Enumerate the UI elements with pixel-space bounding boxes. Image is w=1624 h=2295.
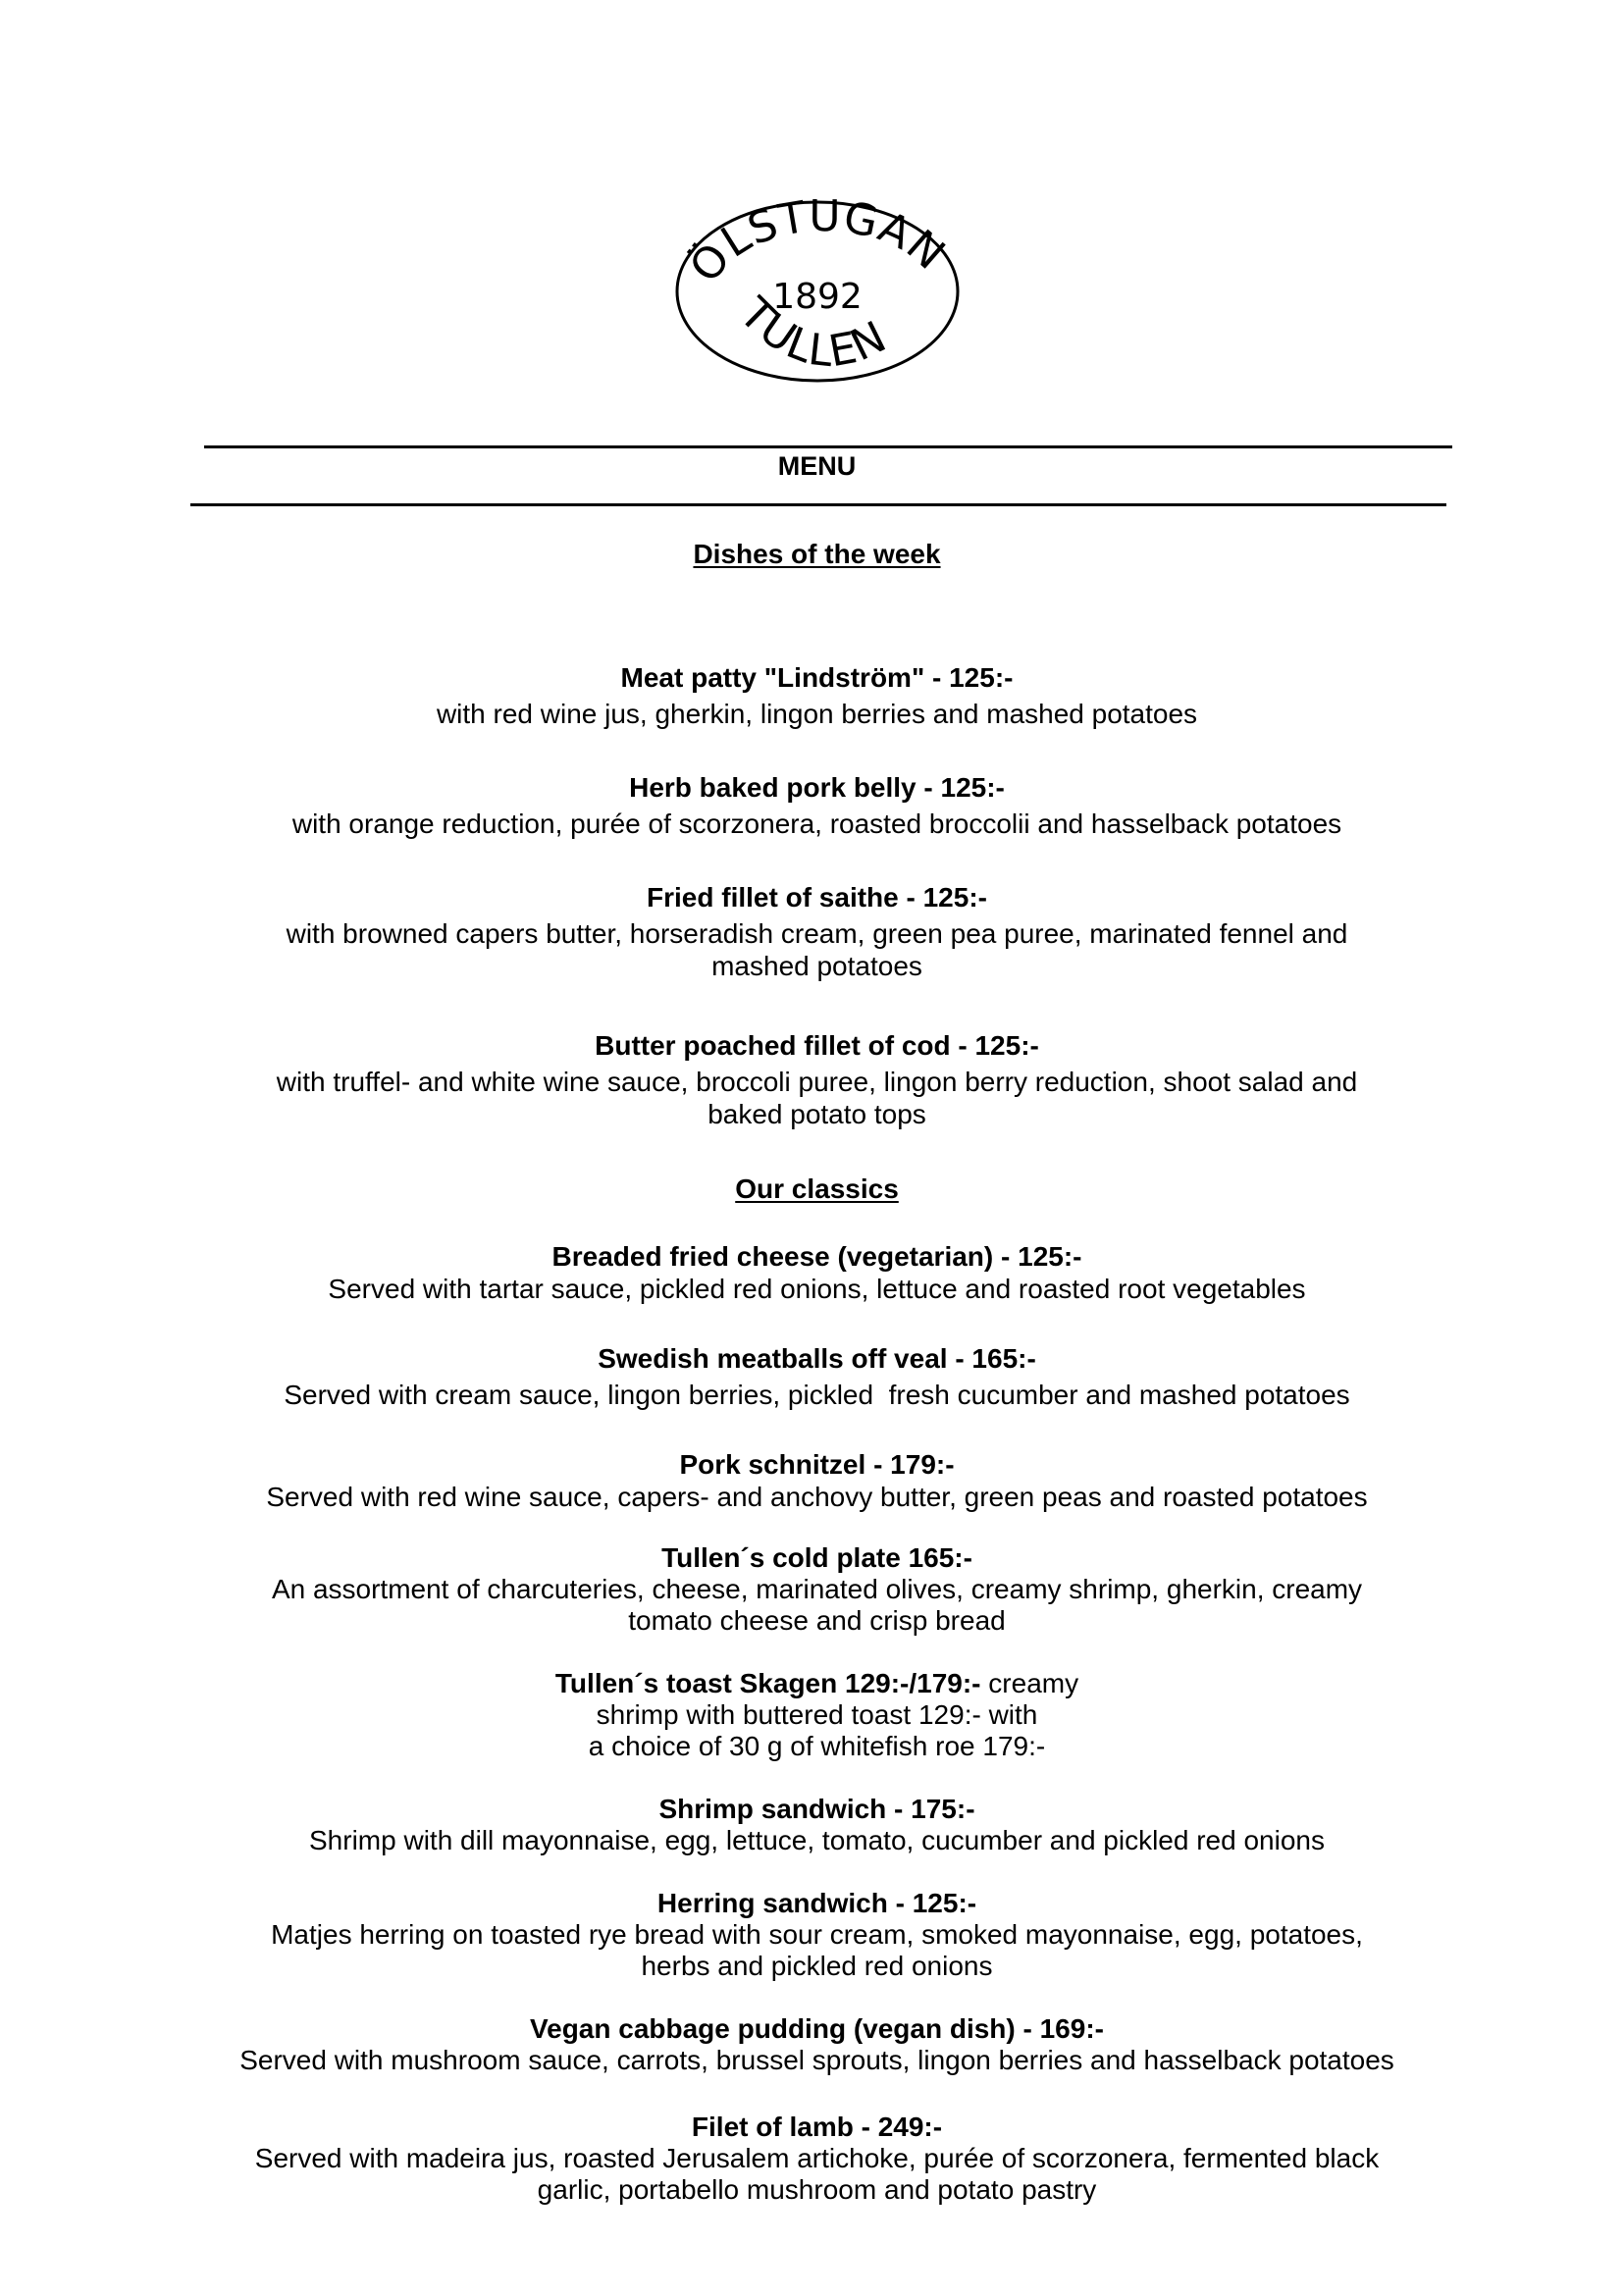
dish-item <box>0 1240 1624 1305</box>
dish-item <box>0 1542 1624 1637</box>
dish-name: Breaded fried cheese (vegetarian) - 125:- <box>551 1241 1082 1272</box>
dish-name: Herb baked pork belly - 125:- <box>629 772 1005 803</box>
dish-name: Herring sandwich - 125:- <box>656 1888 977 1918</box>
section-title-dishes-of-the-week: Dishes of the week <box>693 539 941 569</box>
dish-description: Served with tartar sauce, pickled red onions, lettuce and roasted root vegetables <box>328 1274 1306 1304</box>
dish-name: Filet of lamb - 249:- <box>691 2112 943 2142</box>
dish-item <box>0 1668 1624 1762</box>
dish-item <box>0 1029 1624 1130</box>
dish-name: Vegan cabbage pudding (vegan dish) - 169:- <box>530 2013 1104 2044</box>
dish-description: with browned capers butter, horseradish cream, green pea puree, marinated fennel and mashed potatoes <box>286 918 1348 981</box>
dish-description: Served with cream sauce, lingon berries, pickled fresh cucumber and mashed potatoes <box>284 1380 1350 1410</box>
dish-description: An assortment of charcuteries, cheese, marinated olives, creamy shrimp, gherkin, creamy tomato cheese and crisp bread <box>271 1574 1363 1636</box>
dish-description: Served with red wine sauce, capers- and anchovy butter, green peas and roasted potatoes <box>266 1482 1368 1512</box>
olstugan-tullen-logo <box>670 188 965 394</box>
section-title-our-classics: Our classics <box>735 1174 899 1204</box>
dish-name: Shrimp sandwich - 175:- <box>658 1794 975 1824</box>
dish-name-rest: creamy <box>980 1668 1079 1698</box>
dish-description-line: shrimp with buttered toast 129:- with <box>596 1699 1038 1730</box>
dish-name: Meat patty "Lindström" - 125:- <box>620 662 1014 693</box>
dish-name: Pork schnitzel - 179:- <box>679 1449 955 1480</box>
dish-item <box>0 2013 1624 2076</box>
dish-item <box>0 661 1624 730</box>
dish-name: Swedish meatballs off veal - 165:- <box>598 1343 1036 1374</box>
dish-name: Butter poached fillet of cod - 125:- <box>595 1030 1039 1061</box>
dish-item <box>0 1342 1624 1411</box>
dish-name: Tullen´s cold plate 165:- <box>661 1542 972 1573</box>
dish-item <box>0 1888 1624 1982</box>
logo-bottom-text: TULLEN <box>729 287 895 378</box>
logo-top-text: ÖLSTUGAN <box>680 191 955 292</box>
dish-item <box>0 1794 1624 1856</box>
menu-title: MENU <box>777 451 857 481</box>
dish-description: with red wine jus, gherkin, lingon berries and mashed potatoes <box>436 699 1198 729</box>
dish-name: Fried fillet of saithe - 125:- <box>647 882 987 913</box>
dish-description-line: a choice of 30 g of whitefish roe 179:- <box>588 1731 1046 1761</box>
header-rule-top <box>204 445 1452 448</box>
dish-description: Served with mushroom sauce, carrots, brussel sprouts, lingon berries and hasselback potatoes <box>239 2045 1394 2075</box>
dish-description: Shrimp with dill mayonnaise, egg, lettuce, tomato, cucumber and pickled red onions <box>309 1825 1325 1855</box>
dish-description: Matjes herring on toasted rye bread with sour cream, smoked mayonnaise, egg, potatoes, herbs and pickled red onions <box>271 1919 1363 1981</box>
dish-description: with orange reduction, purée of scorzonera, roasted broccolii and hasselback potatoes <box>291 808 1342 839</box>
dish-item <box>0 1448 1624 1513</box>
dish-description: with truffel- and white wine sauce, broccoli puree, lingon berry reduction, shoot salad and baked potato tops <box>276 1067 1358 1129</box>
logo-year: 1892 <box>772 277 863 317</box>
dish-item <box>0 2112 1624 2206</box>
dish-name: Tullen´s toast Skagen 129:-/179:- <box>554 1668 981 1698</box>
dish-item <box>0 771 1624 840</box>
dish-item <box>0 881 1624 982</box>
dish-description: Served with madeira jus, roasted Jerusalem artichoke, purée of scorzonera, fermented black garlic, portabello mushroom and potato pastry <box>254 2143 1380 2205</box>
header-rule-bottom <box>190 503 1446 506</box>
